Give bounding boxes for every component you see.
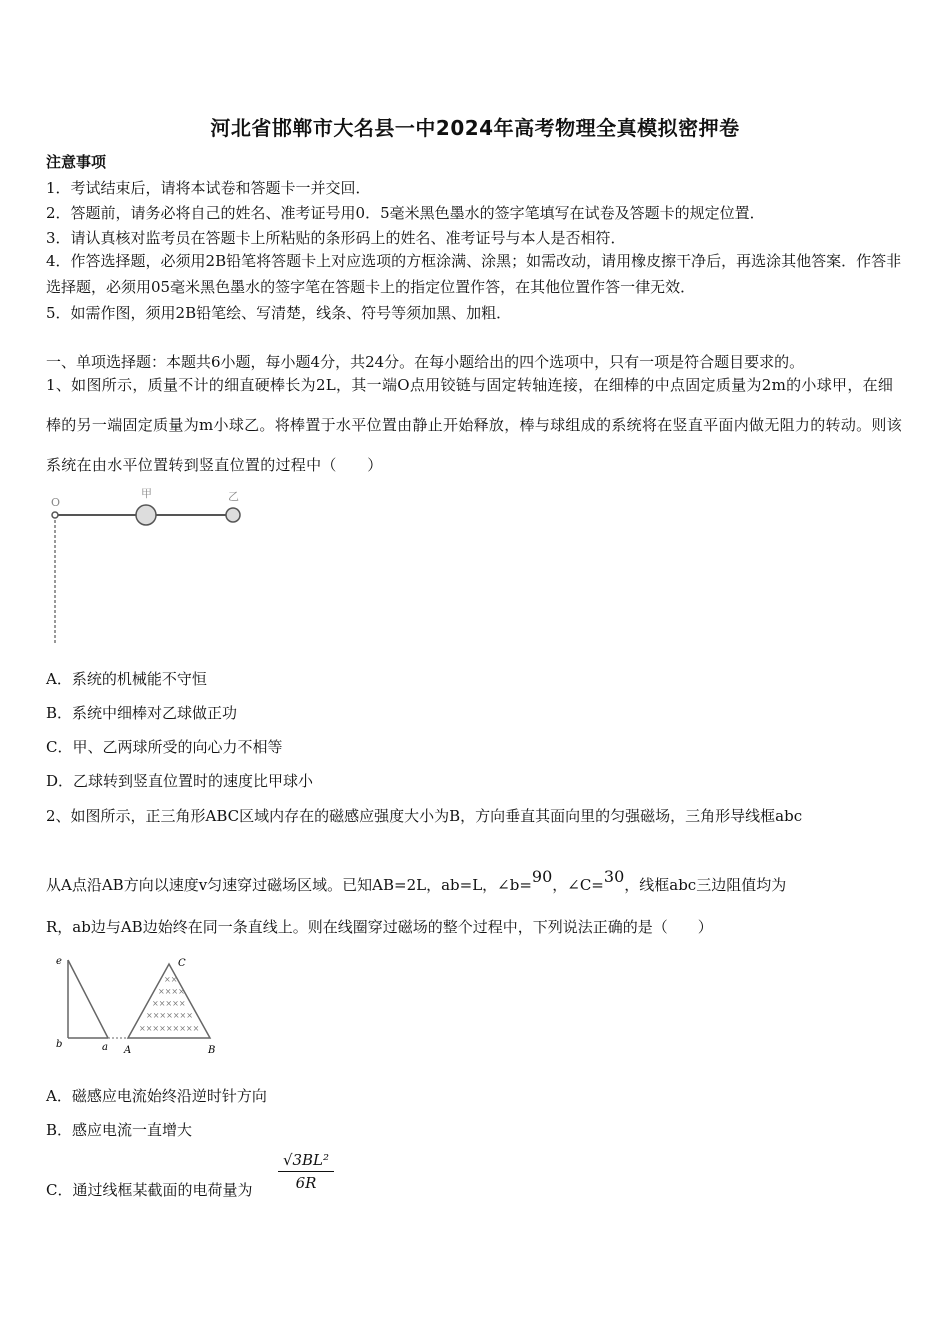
notice-item: 5．如需作图，须用2B铅笔绘、写清楚，线条、符号等须加黑、加粗．	[46, 304, 512, 322]
ball-jia	[136, 505, 156, 525]
q2-option-a: A．磁感应电流始终沿逆时针方向	[46, 1087, 267, 1105]
section-heading: 一、单项选择题：本题共6小题，每小题4分，共24分。在每小题给出的四个选项中，只有一项是符合题目要求的。	[46, 353, 805, 371]
rod-diagram	[40, 484, 260, 649]
fraction-denominator: 6R	[295, 1174, 317, 1192]
notice-item: 4．作答选择题，必须用2B铅笔将答题卡上对应选项的方框涂满、涂黑；如需改动，请用橡皮擦干净后，再选涂其他答案．作答非选择题，必须用05毫米黑色墨水的签字笔在答题卡上的指定位置作答，在其他位置作答一律无效．	[46, 252, 902, 296]
label-o: O	[51, 496, 61, 509]
stem-text: ，∠C=	[552, 876, 604, 894]
label-jia: 甲	[141, 487, 152, 500]
notice-heading: 注意事项	[46, 153, 107, 171]
angle-c-value: 30	[603, 867, 625, 886]
notice-item: 1．考试结束后，请将本试卷和答题卡一并交回．	[46, 179, 371, 197]
label-A: A	[124, 1045, 132, 1056]
label-yi: 乙	[228, 490, 239, 503]
notice-item: 2．答题前，请务必将自己的姓名、准考证号用0．5毫米黑色墨水的签字笔填写在试卷及答题卡的规定位置．	[46, 204, 765, 222]
question-2-stem-line-2	[46, 867, 786, 895]
label-B: B	[208, 1045, 216, 1056]
label-e: e	[56, 956, 62, 967]
q2-option-b: B．感应电流一直增大	[46, 1121, 193, 1139]
q1-option-b: B．系统中细棒对乙球做正功	[46, 704, 238, 722]
cross-row: ××××	[158, 987, 185, 996]
field-crosses	[139, 975, 199, 1033]
q1-option-d: D．乙球转到竖直位置时的速度比甲球小	[46, 772, 314, 790]
q2-option-c: C．通过线框某截面的电荷量为	[46, 1181, 253, 1199]
label-a: a	[102, 1042, 108, 1053]
q1-option-a: A．系统的机械能不守恒	[46, 670, 207, 688]
cross-row: ××	[164, 975, 178, 984]
charge-fraction	[278, 1151, 334, 1192]
stem-text: ，线框abc三边阻值均为	[624, 876, 787, 894]
label-b: b	[56, 1039, 63, 1050]
ball-yi	[226, 508, 240, 522]
angle-b-value: 90	[531, 867, 553, 886]
label-C: C	[178, 958, 186, 969]
cross-row: ×××××××××	[139, 1024, 200, 1033]
cross-row: ×××××	[152, 999, 186, 1008]
stem-text: 从A点沿AB方向以速度v匀速穿过磁场区域。已知AB=2L，ab=L，∠b=	[46, 876, 532, 894]
question-1-stem: 1、如图所示，质量不计的细直硬棒长为2L，其一端O点用铰链与固定转轴连接，在细棒的中点固定质量为2m的小球甲，在细棒的另一端固定质量为m小球乙。将棒置于水平位置由静止开始释放，棒与球组成的系统将在竖直平面内做无阻力的转动。则该系统在由水平位置转到竖直位置的过程中（ ）	[46, 376, 903, 474]
q1-option-c: C．甲、乙两球所受的向心力不相等	[46, 738, 283, 756]
question-2-stem-line-1: 2、如图所示，正三角形ABC区域内存在的磁感应强度大小为B，方向垂直其面向里的匀强磁场，三角形导线框abc	[46, 807, 803, 825]
notice-item: 3．请认真核对监考员在答题卡上所粘贴的条形码上的姓名、准考证号与本人是否相符．	[46, 229, 626, 247]
page-title: 河北省邯郸市大名县一中2024年高考物理全真模拟密押卷	[210, 116, 740, 140]
frame-side-ea	[68, 960, 108, 1038]
pivot-point	[52, 512, 58, 518]
question-2-stem-line-3: R，ab边与AB边始终在同一条直线上。则在线圈穿过磁场的整个过程中，下列说法正确的是（ ）	[46, 918, 713, 936]
fraction-numerator: √3BL²	[278, 1151, 334, 1172]
cross-row: ×××××××	[146, 1011, 193, 1020]
triangle-field-diagram	[48, 954, 228, 1059]
